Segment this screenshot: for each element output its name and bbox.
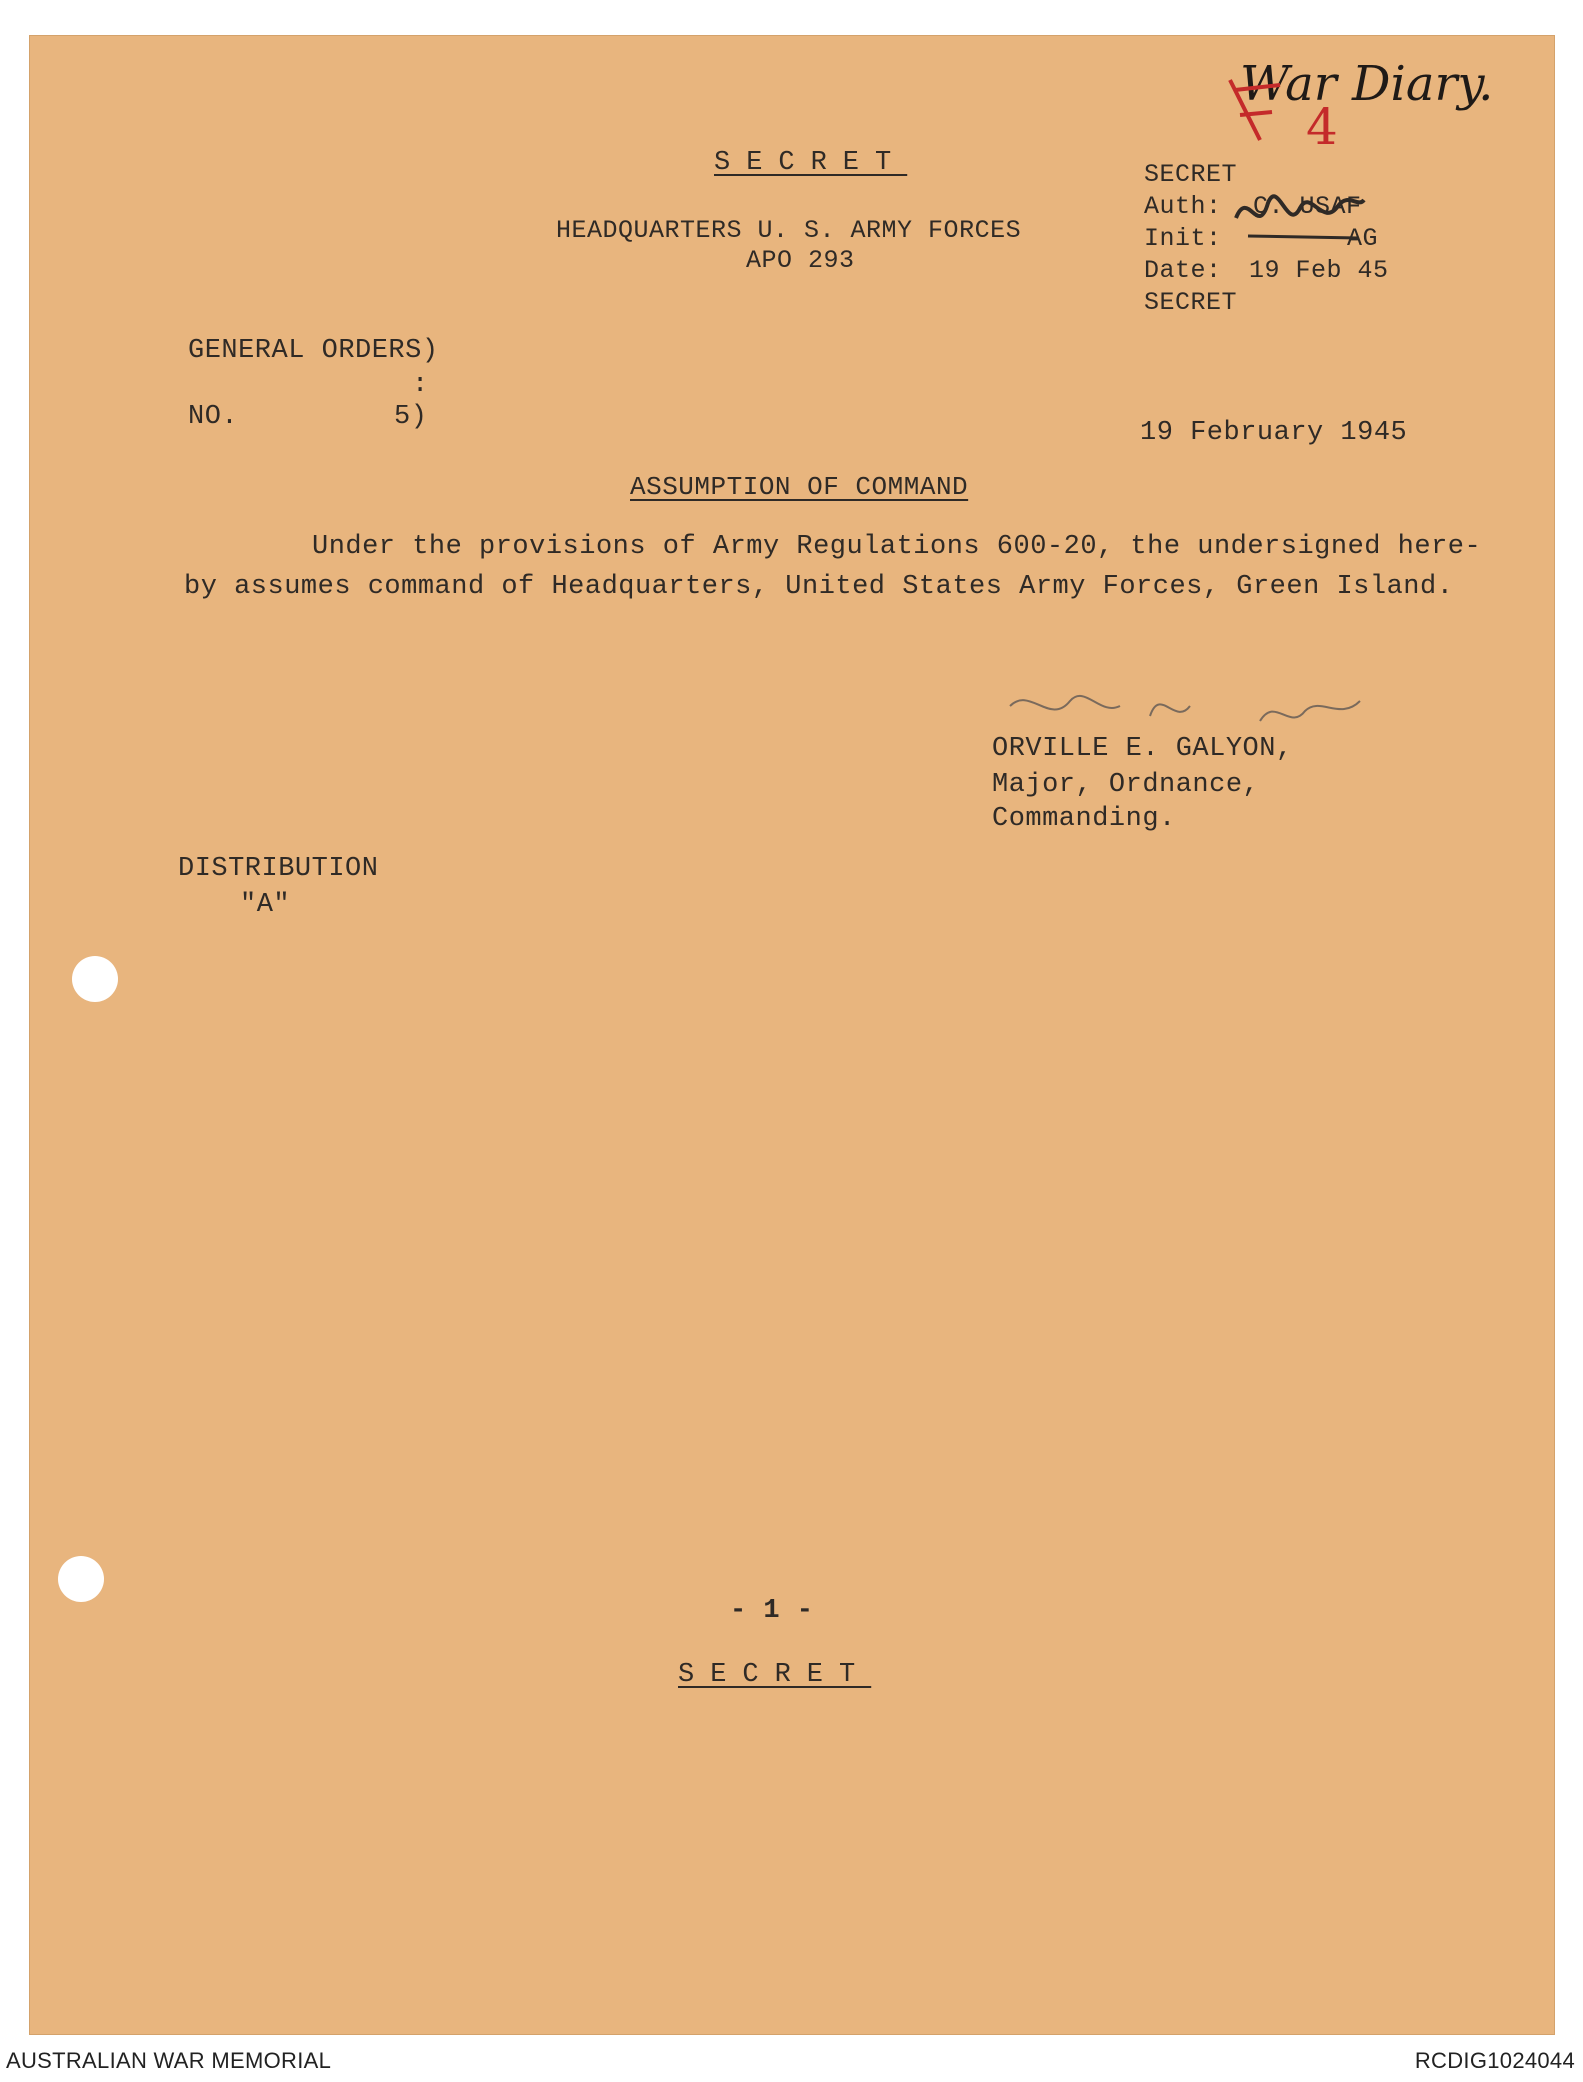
stamp-init-value: AG [1347,224,1379,253]
punch-hole-bottom [58,1556,104,1602]
body-line-1: Under the provisions of Army Regulations 600-20, the undersigned here- [312,532,1482,562]
general-orders-label: GENERAL ORDERS) [188,336,439,366]
signatory-role: Commanding. [992,804,1176,834]
stamp-secret-top: SECRET [1144,160,1238,189]
classification-footer: SECRET [678,1660,872,1690]
order-colon: : [412,370,429,400]
order-number-label: NO. [188,402,239,432]
order-number-value: 5) [394,402,428,432]
signatory-rank: Major, Ordnance, [992,770,1260,800]
order-title: ASSUMPTION OF COMMAND [630,472,969,502]
punch-hole-top [72,956,118,1002]
handwritten-number: 4 [1306,98,1338,156]
signatory-name: ORVILLE E. GALYON, [992,734,1293,764]
archive-credit: AUSTRALIAN WAR MEMORIAL [6,2048,332,2073]
page-number: - 1 - [730,1596,814,1626]
stamp-auth-value: C. USAF [1253,192,1362,221]
distribution-value: "A" [240,890,291,920]
stamp-date-label: Date: [1144,256,1222,285]
stamp-auth-label: Auth: [1144,192,1222,221]
stamp-date [1144,256,1389,285]
stamp-date-value: 19 Feb 45 [1249,256,1389,285]
classification-header: SECRET [714,148,908,178]
distribution-label: DISTRIBUTION [178,854,379,884]
stamp-init-label: Init: [1144,224,1222,253]
order-date: 19 February 1945 [1140,418,1408,448]
body-line-2: by assumes command of Headquarters, United States Army Forces, Green Island. [184,572,1454,602]
apo-number: APO 293 [746,246,855,275]
stamp-secret-bottom: SECRET [1144,288,1238,317]
handwritten-war-diary-note: War Diary. [1240,56,1494,112]
initials-scribble [1228,178,1368,248]
archive-id: RCDIG1024044 [1414,2048,1575,2073]
unit-header: HEADQUARTERS U. S. ARMY FORCES [556,216,1022,245]
